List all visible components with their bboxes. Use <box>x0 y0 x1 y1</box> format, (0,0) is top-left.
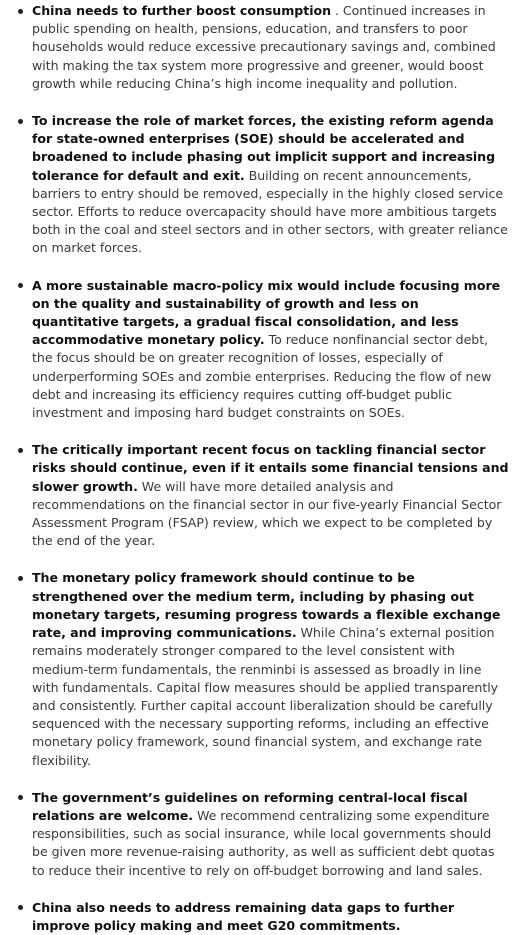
list-item <box>14 112 509 258</box>
bullet-body: We will have more detailed analysis and recommendations on the financial sector in our five-yearly Financial Sector Assessment Program (FSAP) review, which we expect to be completed by the end of the year. <box>32 478 502 549</box>
bullet-lead: China also needs to address remaining data gaps to further improve policy making and meet G20 commitments. <box>32 899 455 933</box>
recommendations-list <box>14 2 509 935</box>
bullet-icon <box>18 795 23 800</box>
bullet-lead: The government’s guidelines on reforming central-local fiscal relations are welcome. <box>32 789 468 823</box>
bullet-lead: To increase the role of market forces, the existing reform agenda for state-owned enterprises (SOE) should be accelerated and broadened to include phasing out implicit support and increasing tolerance for default and exit. <box>32 113 496 183</box>
list-item <box>14 277 509 423</box>
bullet-icon <box>18 448 23 453</box>
bullet-body: We recommend centralizing some expenditure responsibilities, such as social insurance, while local governments should be given more revenue-raising authority, as well as sufficient debt quotas to reduce their incentive to rely on off-budget borrowing and land sales. <box>32 807 495 878</box>
bullet-icon <box>18 9 23 14</box>
bullet-body: . Continued increases in public spending on health, pensions, education, and transfers to poor households would reduce excessive precautionary savings and, combined with making the tax system more progressive and greener, would boost growth while reducing China’s high income inequality and pollution. <box>32 3 496 91</box>
bullet-lead: The monetary policy framework should continue to be strengthened over the medium term, including by phasing out monetary targets, resuming progress towards a flexible exchange rate, and improving communications. <box>32 570 501 641</box>
bullet-lead: China needs to further boost consumption <box>32 3 332 18</box>
bullet-icon <box>18 905 23 910</box>
list-item <box>14 441 509 550</box>
list-item <box>14 899 509 935</box>
bullet-lead: The critically important recent focus on tackling financial sector risks should continue, even if it entails some financial tensions and slower growth. <box>32 442 509 494</box>
bullet-body: To reduce nonfinancial sector debt, the focus should be on greater recognition of losses, especially of underperforming SOEs and zombie enterprises. Reducing the flow of new debt and increasing its efficiency requires cutting off-budget public investment and imposing hard budget constraints on SOEs. <box>32 332 492 421</box>
document-body <box>0 2 523 935</box>
bullet-icon <box>18 283 23 288</box>
bullet-icon <box>18 576 23 581</box>
list-item <box>14 569 509 769</box>
list-item <box>14 789 509 880</box>
bullet-body: While China’s external position remains moderately stronger compared to the level consistent with medium-term fundamentals, the renminbi is assessed as broadly in line with fundamentals. Capital flow measures should be applied transparently and consistently. Further capital account liberalization should be carefully sequenced with the necessary supporting reforms, including an effective monetary policy framework, sound financial system, and exchange rate flexibility. <box>32 625 499 768</box>
bullet-body: Building on recent announcements, barriers to entry should be removed, especially in the highly closed service sector. Efforts to reduce overcapacity should have more ambitious targets both in the coal and steel sectors and in other sectors, with greater reliance on market forces. <box>32 167 508 256</box>
bullet-lead: A more sustainable macro-policy mix would include focusing more on the quality and sustainability of growth and less on quantitative targets, a gradual fiscal consolidation, and less accommodative monetary policy. <box>32 277 501 348</box>
bullet-icon <box>18 119 23 124</box>
list-item <box>14 2 509 93</box>
